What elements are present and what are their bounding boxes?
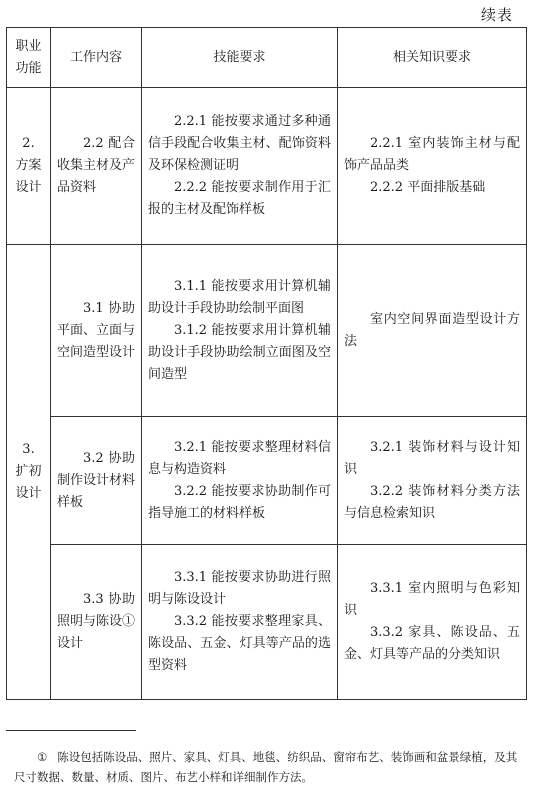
footnote-divider <box>6 730 136 731</box>
content-cell: 3.3 协助照明与陈设①设计 <box>51 545 142 700</box>
continued-label: 续表 <box>480 6 513 24</box>
function-cell: 2. 方案设计 <box>7 88 51 245</box>
function-cell: 3. 扩初设计 <box>7 245 51 700</box>
skills-cell <box>142 545 338 700</box>
content-cell: 3.1 协助平面、立面与空间造型设计 <box>51 245 142 417</box>
header-content: 工作内容 <box>51 28 142 88</box>
header-skills: 技能要求 <box>142 28 338 88</box>
table-row <box>7 417 527 545</box>
skill-item: 2.2.2 能按要求制作用于汇报的主材及配饰样板 <box>148 180 331 217</box>
knowledge-cell <box>338 545 527 700</box>
header-row <box>7 28 527 88</box>
skill-item: 2.2.1 能按要求通过多种通信手段配合收集主材、配饰资料及环保检测证明 <box>148 114 331 173</box>
knowledge-cell <box>338 88 527 245</box>
knowledge-item: 3.3.2 家具、陈设品、五金、灯具等产品的分类知识 <box>344 625 520 662</box>
table-row <box>7 88 527 245</box>
header-function: 职业功能 <box>7 28 51 88</box>
knowledge-item: 3.3.1 室内照明与色彩知识 <box>344 581 520 618</box>
footnote <box>14 747 526 787</box>
header-knowledge: 相关知识要求 <box>338 28 527 88</box>
knowledge-cell <box>338 417 527 545</box>
knowledge-item: 2.2.1 室内装饰主材与配饰产品品类 <box>344 136 520 173</box>
footnote-mark: ① <box>37 750 48 764</box>
content-cell: 3.2 协助制作设计材料样板 <box>51 417 142 545</box>
skills-cell <box>142 417 338 545</box>
skill-item: 3.2.1 能按要求整理材料信息与构造资料 <box>148 439 331 477</box>
skill-item: 3.3.2 能按要求整理家具、陈设品、五金、灯具等产品的选型资料 <box>148 614 331 673</box>
knowledge-item: 室内空间界面造型设计方法 <box>344 311 520 349</box>
skill-item: 3.1.2 能按要求用计算机辅助设计手段协助绘制立面图及空间造型 <box>148 322 331 382</box>
skills-cell <box>142 88 338 245</box>
table-row <box>7 245 527 417</box>
skills-table <box>6 27 527 700</box>
knowledge-item: 2.2.2 平面排版基础 <box>370 180 486 195</box>
content-cell: 2.2 配合收集主材及产品资料 <box>51 88 142 245</box>
skill-item: 3.1.1 能按要求用计算机辅助设计手段协助绘制平面图 <box>148 278 331 316</box>
knowledge-cell <box>338 245 527 417</box>
table-row <box>7 545 527 700</box>
knowledge-item: 3.2.1 装饰材料与设计知识 <box>344 439 520 477</box>
skills-cell <box>142 245 338 417</box>
knowledge-item: 3.2.2 装饰材料分类方法与信息检索知识 <box>344 483 520 521</box>
footnote-text: 陈设包括陈设品、照片、家具、灯具、地毯、纺织品、窗帘布艺、装饰画和盆景绿植，及其尺寸数据、数量、材质、图片、布艺小样和详细制作方法。 <box>14 750 518 784</box>
skill-item: 3.3.1 能按要求协助进行照明与陈设设计 <box>148 570 331 607</box>
skill-item: 3.2.2 能按要求协助制作可指导施工的材料样板 <box>148 483 331 521</box>
